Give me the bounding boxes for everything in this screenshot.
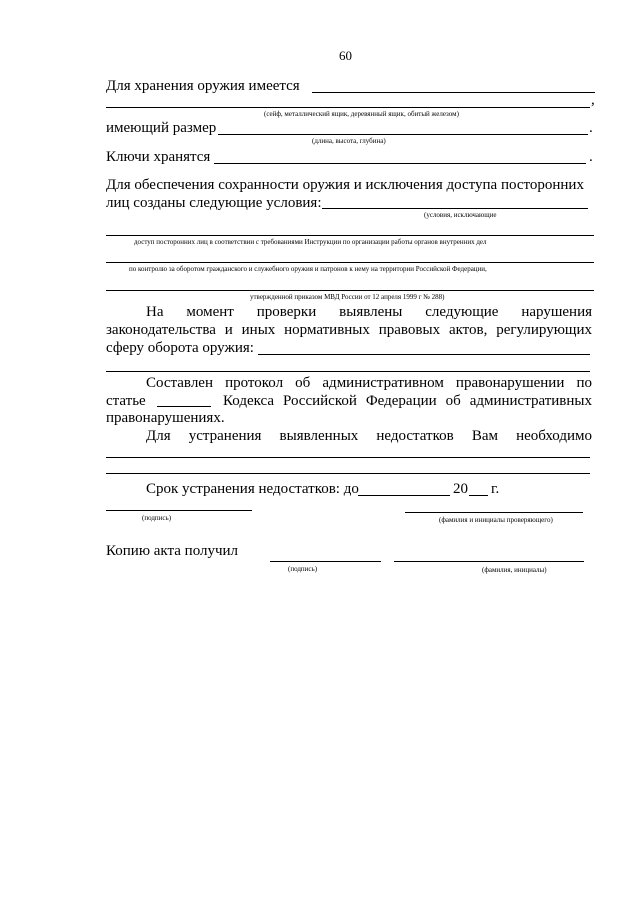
- conditions-field-line[interactable]: [322, 208, 588, 209]
- inspector-signature-line[interactable]: [106, 510, 252, 511]
- storage-field-line-2[interactable]: [106, 107, 590, 108]
- keys-label: Ключи хранятся: [106, 149, 211, 165]
- conditions-line-1: Для обеспечения сохранности оружия и исключения доступа посторонних: [106, 177, 584, 193]
- deadline-date-field[interactable]: [358, 495, 450, 496]
- size-label: имеющий размер: [106, 120, 217, 136]
- conditions-caption-3: по контролю за оборотом гражданского и служебного оружия и патронов к нему на территории Российской Федерации,: [129, 265, 487, 273]
- size-dot: .: [589, 120, 593, 136]
- conditions-caption-1: (условия, исключающие: [424, 211, 497, 219]
- page-number: 60: [339, 48, 352, 63]
- storage-caption: (сейф, металлический ящик, деревянный ящик, обитый железом): [264, 110, 459, 118]
- protocol-line-2: Кодекса Российской Федерации об административных: [223, 393, 592, 409]
- protocol-line-3: правонарушениях.: [106, 410, 225, 426]
- conditions-line-c[interactable]: [106, 290, 594, 291]
- deadline-label: Срок устранения недостатков: до: [146, 481, 359, 497]
- violations-line-2: законодательства и иных нормативных правовых актов, регулирующих: [106, 322, 592, 338]
- violations-field-line[interactable]: [258, 354, 590, 355]
- copy-signature-line[interactable]: [270, 561, 381, 562]
- storage-comma: ,: [591, 92, 595, 108]
- inspector-signature-caption: (подпись): [142, 514, 172, 522]
- size-caption: (длина, высота, глубина): [312, 137, 386, 145]
- inspector-name-caption: (фамилия и инициалы проверяющего): [439, 516, 553, 524]
- protocol-line-1: Составлен протокол об административном правонарушении по: [146, 375, 592, 391]
- remedy-line-1: Для устранения выявленных недостатков Вам необходимо: [146, 428, 592, 444]
- conditions-line-2: лиц созданы следующие условия:: [106, 195, 322, 211]
- storage-field-line[interactable]: [312, 92, 595, 93]
- keys-dot: .: [589, 149, 593, 165]
- conditions-caption-2: доступ посторонних лиц в соответствии с требованиями Инструкции по организации работы органов внутренних дел: [134, 238, 487, 246]
- deadline-year-suffix: г.: [491, 481, 500, 497]
- keys-field-line[interactable]: [214, 163, 586, 164]
- violations-line-1: На момент проверки выявлены следующие нарушения: [146, 304, 592, 320]
- remedy-field-line-2[interactable]: [106, 473, 590, 474]
- conditions-line-b[interactable]: [106, 262, 594, 263]
- protocol-article-label: статье: [106, 393, 146, 409]
- deadline-year-field[interactable]: [469, 495, 488, 496]
- violations-line-3: сферу оборота оружия:: [106, 340, 254, 356]
- storage-label: Для хранения оружия имеется: [106, 78, 300, 94]
- copy-name-line[interactable]: [394, 561, 584, 562]
- violations-field-line-2[interactable]: [106, 371, 590, 372]
- article-number-field[interactable]: [157, 406, 211, 407]
- copy-signature-caption: (подпись): [288, 565, 318, 573]
- conditions-caption-4: утвержденной приказом МВД России от 12 апреля 1999 г № 288): [250, 293, 445, 301]
- inspector-name-line[interactable]: [405, 512, 583, 513]
- conditions-line-a[interactable]: [106, 235, 594, 236]
- remedy-field-line-1[interactable]: [106, 457, 590, 458]
- size-field-line[interactable]: [218, 134, 588, 135]
- copy-received-label: Копию акта получил: [106, 543, 239, 559]
- copy-name-caption: (фамилия, инициалы): [482, 566, 547, 574]
- deadline-year-prefix: 20: [453, 481, 468, 497]
